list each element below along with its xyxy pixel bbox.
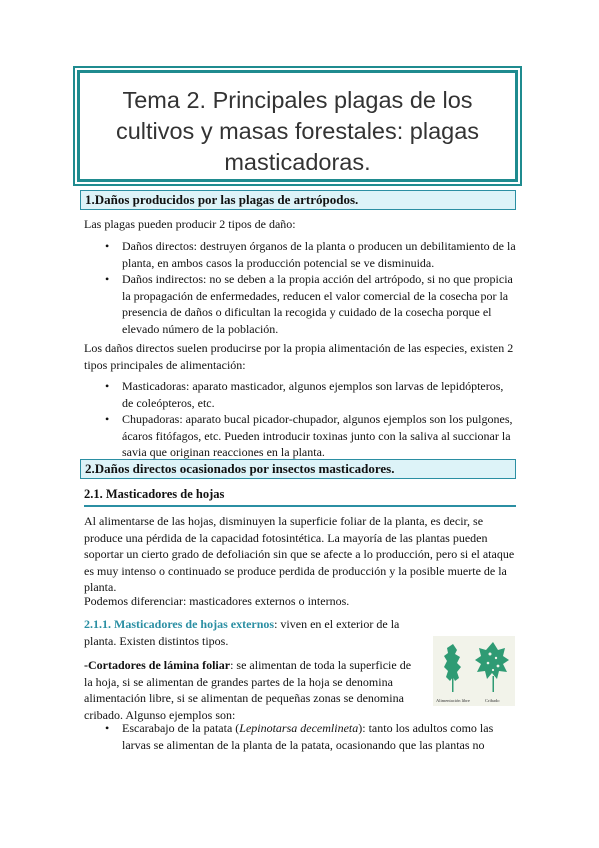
subsubsection-label: 2.1.1. Masticadores de hojas externos: [84, 617, 275, 631]
bullet-icon: •: [105, 239, 110, 253]
bullet-icon: •: [105, 721, 110, 735]
subsubsection-para: [84, 616, 424, 649]
section1-para2: Los daños directos suelen producirse por la propia alimentación de las especies, existen 2 tipos principales de alimentación:: [84, 341, 514, 372]
example-suffix: ): tanto los adultos como las larvas se alimentan de la planta de la patata, ocasionando que las plantas no: [122, 721, 494, 752]
figure-caption: Alimentación libre: [436, 698, 470, 703]
cutters-text: : se alimentan de toda la superficie de la hoja, si se alimentan de grandes partes de la hoja se denomina alimentación libre, si se alimentan de pequeñas zonas se denomina cribado. Algunso ejemplos son:: [84, 658, 412, 722]
cutters-para: [84, 657, 420, 723]
leaf-damage-figure: [433, 636, 515, 706]
list-item: [122, 720, 517, 753]
section2-para2: Podemos diferenciar: masticadores externos o internos.: [84, 594, 350, 608]
example-species: Lepinotarsa decemlineta: [239, 721, 359, 735]
figure-caption: Cribado: [485, 698, 500, 703]
subsubsection-text: : viven en el exterior de la planta. Existen distintos tipos.: [84, 617, 400, 648]
leaf-illustration: [433, 636, 515, 696]
bullet-icon: •: [105, 379, 110, 393]
bullet-icon: •: [105, 412, 110, 426]
subsection-heading: 2.1. Masticadores de hojas: [84, 487, 516, 507]
list-item: Daños directos: destruyen órganos de la planta o producen un debilitamiento de la planta, en ambos casos la producción potencial se ve disminuida.: [122, 239, 516, 270]
page-title: Tema 2. Principales plagas de los cultivos y masas forestales: plagas masticadoras.: [115, 87, 480, 175]
list-item: Masticadoras: aparato masticador, algunos ejemplos son larvas de lepidópteros, de coleópteros, etc.: [122, 379, 504, 410]
example-prefix: Escarabajo de la patata (: [122, 721, 240, 735]
title-box: [77, 70, 518, 182]
list-item: Daños indirectos: no se deben a la propia acción del artrópodo, si no que propicia la propagación de enfermedades, reducen el valor comercial de la cosecha por la presencia de daños o dificultan la recogida y cuidado de la cosecha porque el elevado número de la población.: [122, 272, 513, 336]
list-item: Chupadoras: aparato bucal picador-chupador, algunos ejemplos son los pulgones, ácaros fitófagos, etc. Pueden introducir toxinas junto con la saliva al succionar la savia que originan reacciones en la planta.: [122, 412, 513, 459]
section-heading-1: 1.Daños producidos por las plagas de artrópodos.: [80, 190, 516, 210]
cutters-label: -Cortadores de lámina foliar: [84, 658, 231, 672]
section-heading-2: 2.Daños directos ocasionados por insectos masticadores.: [80, 459, 516, 479]
section1-intro: Las plagas pueden producir 2 tipos de daño:: [84, 217, 296, 231]
section2-para1: Al alimentarse de las hojas, disminuyen la superficie foliar de la planta, es decir, se produce una pérdida de la capacidad fotosintética. La mayoría de las plantas pueden soportar un cierto grado de defoliación sin que se afecte a lo producción, pero si el ataque es muy intenso o continuado se produce perdida de producción y la posible muerte de la planta.: [84, 514, 515, 594]
bullet-icon: •: [105, 272, 110, 286]
